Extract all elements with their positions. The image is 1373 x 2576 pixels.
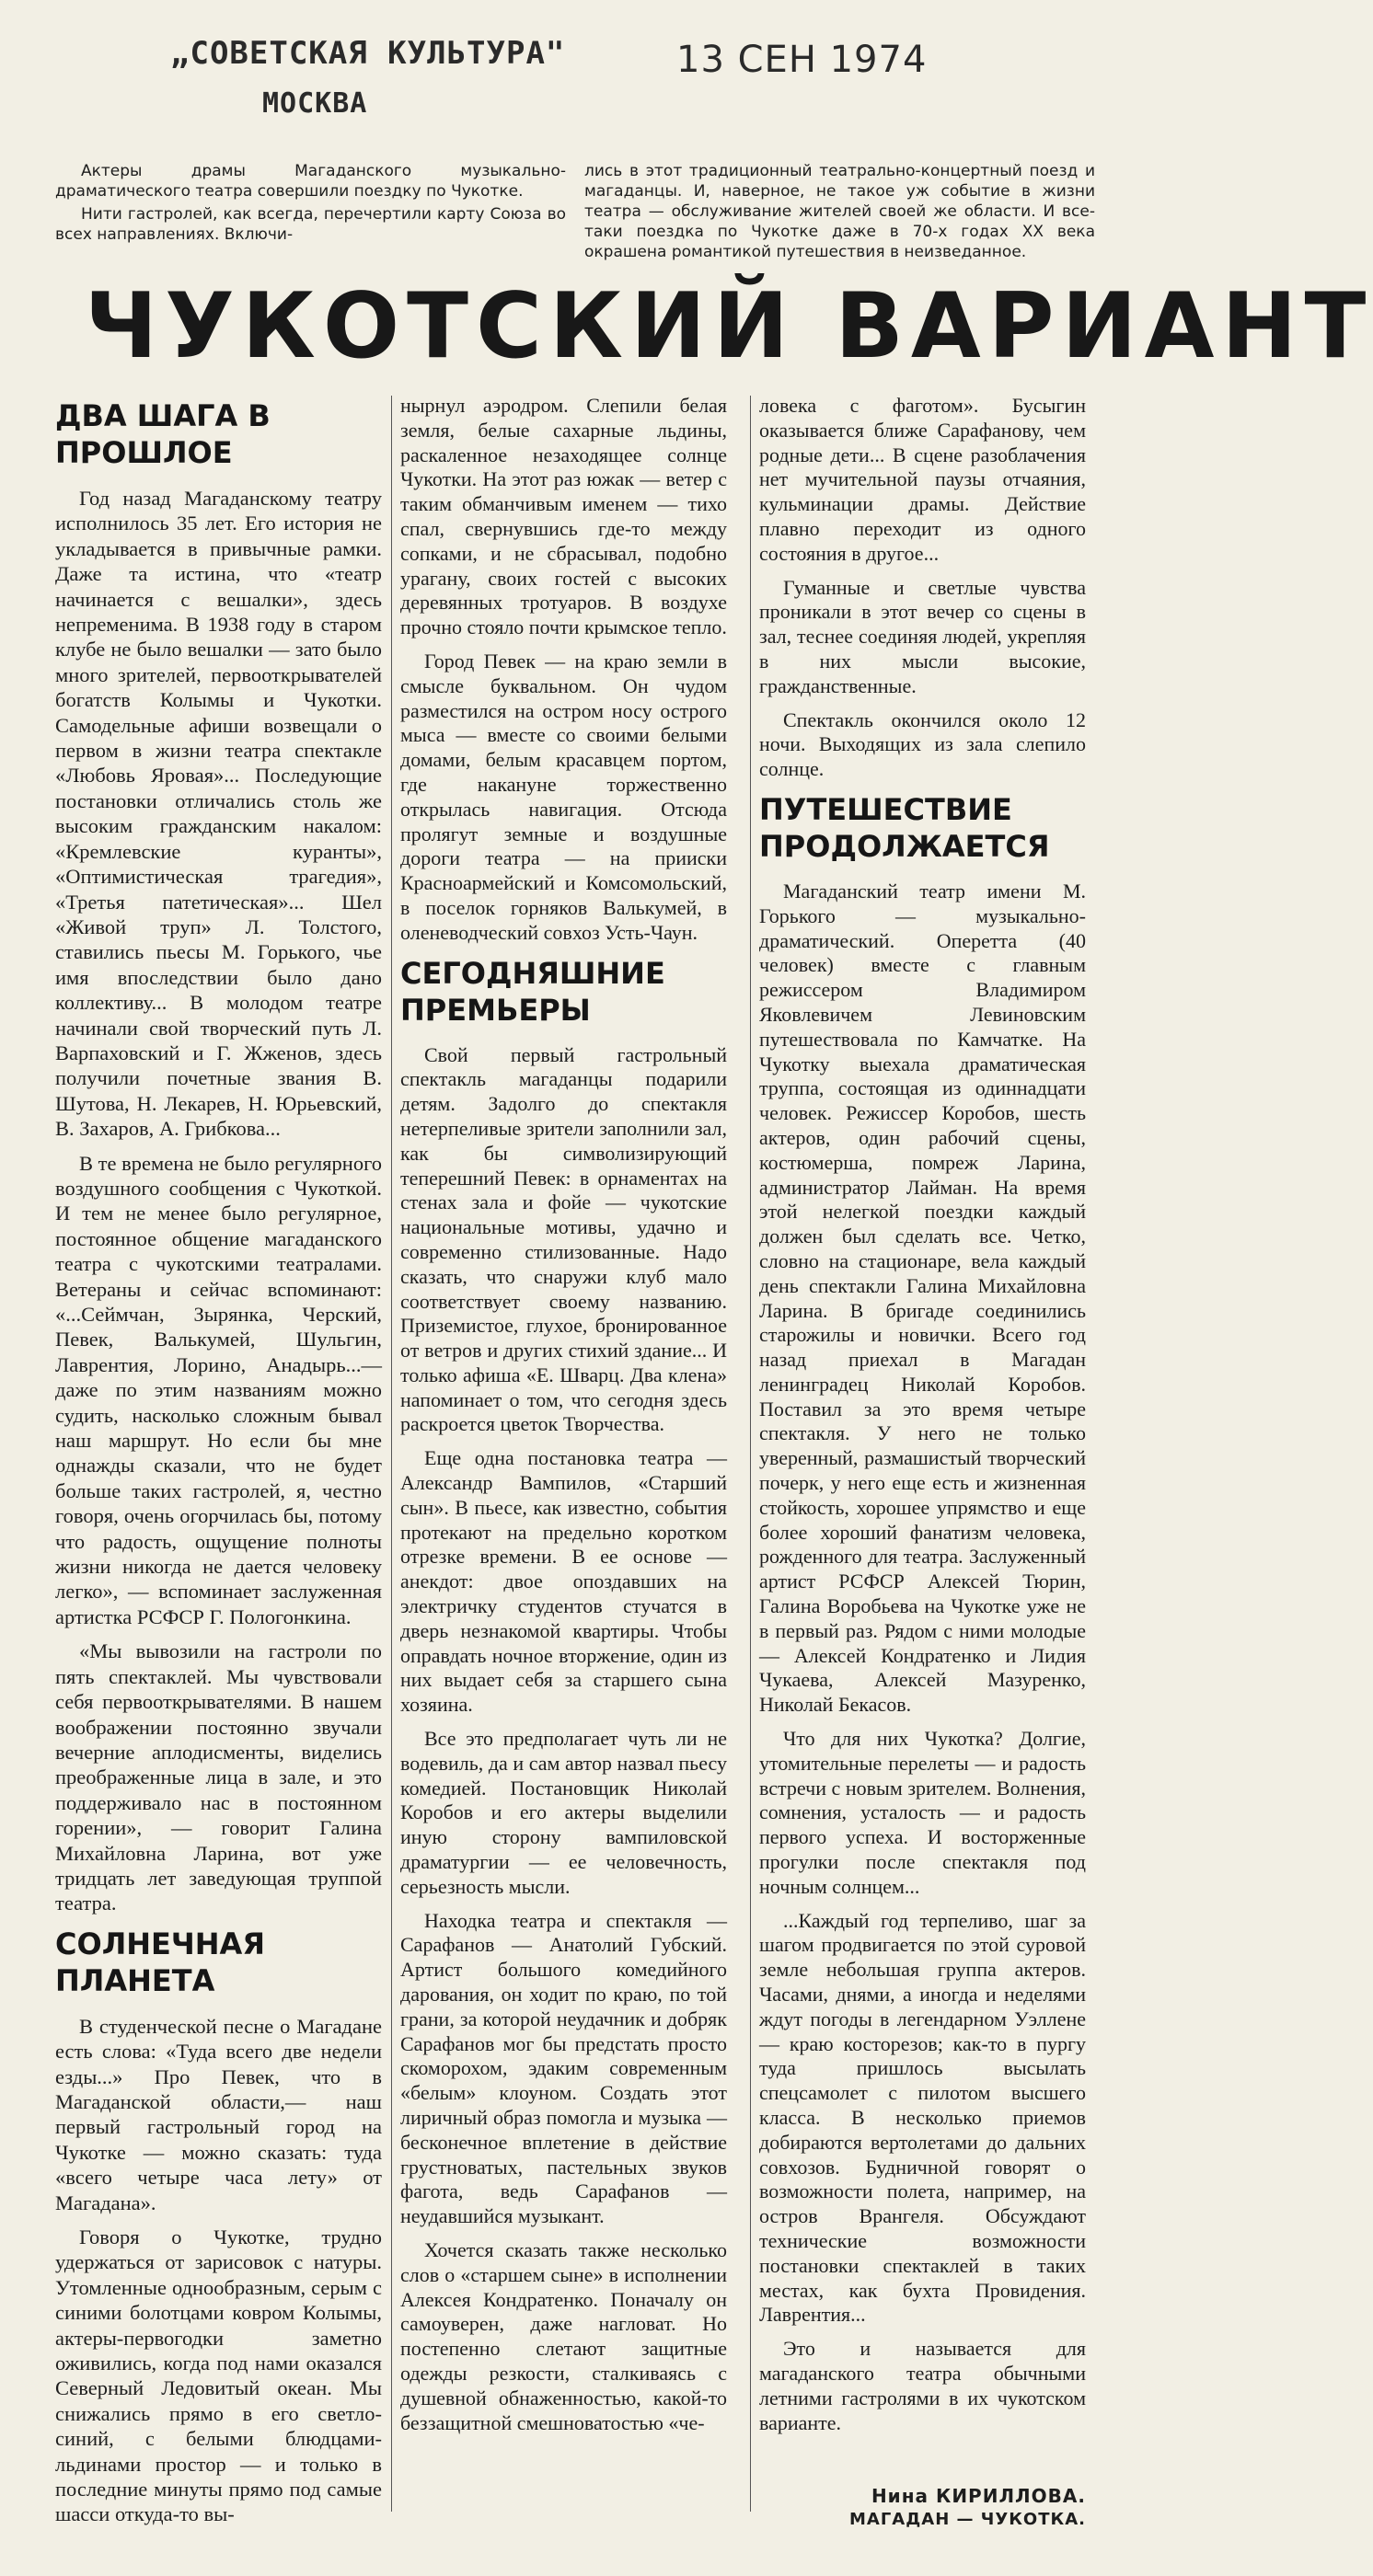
paragraph: «Мы вывозили на гастроли по пять спектаклей. Мы чувствовали себя первооткрывателями. В нашем воображении постоянно звучали вечерние аплодисменты, виделись преображенные лица в зале, и это поддерживало нас в постоянном горении», — говорит Галина Михайловна Ларина, вот уже тридцать лет заведующая труппой театра.	[55, 1639, 382, 1915]
newspaper-name-stamp: „СОВЕТСКАЯ КУЛЬТУРА"	[170, 35, 566, 72]
lead-left	[55, 161, 566, 247]
paragraph: ловека с фаготом». Бусыгин оказывается ближе Сарафанову, чем родные дети... В сцене разоблачения нет мучительной паузы отчаяния, кульминации драмы. Действие плавно переходит из одного состояния в другое...	[759, 394, 1086, 565]
paragraph: ...Каждый год терпеливо, шаг за шагом продвигается по этой суровой земле небольшая группа актеров. Часами, днями, а иногда и неделями ждут погоды в легендарном Уэллене — краю косторезов; как-то в пургу туда пришлось высылать спецсамолет с пилотом высшего класса. В несколько приемов добираются вертолетами до дальних совхозов. Будничной говорят о возможности полета, например, на остров Врангеля. Обсуждают технические возможности постановки спектаклей в таких местах, как бухта Провидения. Лаврентия...	[759, 1908, 1086, 2327]
paragraph: Говоря о Чукотке, трудно удержаться от зарисовок с натуры. Утомленные однообразным, серым с синими болотцами ковром Колымы, актеры-первогодки заметно оживились, когда под нами оказался Северный Ледовитый океан. Мы снижались прямо в его светло-синий, с белыми блюдцами-льдинами простор — и только в последние минуты прямо под самые шасси откуда-то вы-	[55, 2225, 382, 2526]
paragraph: Гуманные и светлые чувства проникали в этот вечер со сцены в зал, теснее соединяя людей, укрепляя в них мысли высокие, гражданственные.	[759, 575, 1086, 697]
lead-paragraph: Актеры драмы Магаданского музыкально-драматического театра совершили поездку по Чукотке.	[55, 162, 566, 201]
article-headline: ЧУКОТСКИЙ ВАРИАНТ	[85, 274, 1373, 379]
paragraph: Все это предполагает чуть ли не водевиль, да и сам автор назвал пьесу комедией. Постановщик Николай Коробов и его актеры выделили иную сторону вампиловской драматургии — ее человечность, серьезность мысли.	[400, 1727, 727, 1898]
column-2	[400, 394, 727, 2444]
column-divider	[391, 396, 392, 2512]
byline-location: МАГАДАН — ЧУКОТКА.	[848, 2510, 1086, 2529]
lead-paragraph: лись в этот традиционный театрально-концертный поезд и магаданцы. И, наверное, не такое уж событие в жизни театра — обслуживание жителей своей же области. И все-таки поездка по Чукотке даже в 70-х годах XX века окрашена романтикой путешествия в неизведанное.	[584, 162, 1095, 261]
paragraph: Спектакль окончился около 12 ночи. Выходящих из зала слепило солнце.	[759, 707, 1086, 781]
lead-paragraph: Нити гастролей, как всегда, перечертили карту Союза во всех направлениях. Включи-	[55, 205, 566, 244]
section-heading: ДВА ШАГА В ПРОШЛОЕ	[55, 398, 271, 470]
city-stamp: МОСКВА	[262, 87, 368, 120]
section-heading: СЕГОДНЯШНИЕ ПРЕМЬЕРЫ	[400, 955, 665, 1028]
column-3	[759, 394, 1086, 2444]
paragraph: нырнул аэродром. Слепили белая земля, белые сахарные льдины, раскаленное незаходящее солнце Чукотки. На этот раз южак — ветер с таким обманчивым именем — тихо спал, свернувшись где-то между сопками, и не сбрасывал, подобно урагану, своих гостей с высоких деревянных тротуаров. В воздухе прочно стояло почти крымское тепло.	[400, 394, 727, 639]
paragraph: Магаданский театр имени М. Горького — музыкально-драматический. Оперетта (40 человек) вместе с главным режиссером Владимиром Яковлевичем Левиновским путешествовала по Камчатке. На Чукотку выехала драматическая труппа, состоящая из одиннадцати человек. Режиссер Коробов, шесть актеров, один рабочий сцены, костюмерша, помреж Ларина, администратор Лайман. На время этой нелегкой поездки каждый должен был сделать все. Четко, словно на стационаре, вела каждый день спектакли Галина Михайловна Ларина. В бригаде соединились старожилы и новички. Всего год назад приехал в Магадан ленинградец Николай Коробов. Поставил за это время четыре спектакля. У него не только уверенный, размашистый творческий почерк, у него еще есть и жизненная стойкость, хорошее упрямство и еще более хороший фанатизм человека, рожденного для театра. Заслуженный артист РСФСР Алексей Тюрин, Галина Воробьева на Чукотке уже не в первый раз. Рядом с ними молодые — Алексей Кондратенко и Лидия Чукаева, Алексей Мазуренко, Николай Бекасов.	[759, 879, 1086, 1717]
paragraph: Город Певек — на краю земли в смысле буквальном. Он чудом разместился на остром носу острого мыса — вместе со своими белыми домами, белым красавцем портом, где накануне торжественно открылась навигация. Отсюда пролягут земные и воздушные дороги театра — на прииски Красноармейский и Комсомольский, в поселок горняков Валькумей, в оленеводческий совхоз Усть-Чаун.	[400, 649, 727, 944]
section-heading: СОЛНЕЧНАЯ ПЛАНЕТА	[55, 1926, 265, 1998]
lead-right	[584, 161, 1095, 265]
paragraph: Свой первый гастрольный спектакль магаданцы подарили детям. Задолго до спектакля нетерпеливые зрители заполнили зал, как бы символизирующий теперешний Певек: в орнаментах на стенах зала и фойе — чукотские национальные мотивы, удачно и современно стилизованные. Надо сказать, что снаружи клуб мало соответствует своему названию. Приземистое, глухое, бронированное от ветров и других стихий здание... И только афиша «Е. Шварц. Два клена» напоминает о том, что сегодня здесь раскроется цветок Творчества.	[400, 1042, 727, 1436]
paragraph: Это и называется для магаданского театра обычными летними гастролями в их чукотском варианте.	[759, 2337, 1086, 2434]
paragraph: В студенческой песне о Магадане есть слова: «Туда всего две недели езды...» Про Певек, что в Магаданской области,— наш первый гастрольный город на Чукотке — можно сказать: туда «всего четыре часа лету» от Магадана».	[55, 2014, 382, 2214]
signature-block	[759, 2484, 1086, 2532]
paragraph: Еще одна постановка театра — Александр Вампилов, «Старший сын». В пьесе, как известно, события протекают на предельно коротком отрезке времени. В ее основе — анекдот: двое опоздавших на электричку студентов стучатся в дверь незнакомой квартиры. Чтобы оправдать ночное вторжение, один из них выдает себя за старшего сына хозяина.	[400, 1446, 727, 1717]
paragraph: Год назад Магаданскому театру исполнилось 35 лет. Его история не укладывается в привычные рамки. Даже та истина, что «театр начинается с вешалки», здесь непременима. В 1938 году в старом клубе не было вешалки — зато было много зрителей, первооткрывателей богатств Колымы и Чукотки. Самодельные афиши возвещали о первом в жизни театра спектакле «Любовь Яровая»... Последующие постановки отличались столь же высоким гражданским накалом: «Кремлевские куранты», «Оптимистическая трагедия», «Третья патетическая»... Шел «Живой труп» Л. Толстого, ставились пьесы М. Горького, чье имя впоследствии было дано коллективу... В молодом театре начинали свой творческий путь Л. Варпаховский и Г. Жженов, здесь получили почетные звания В. Шутова, Н. Лекарев, Н. Юрьевский, В. Захаров, А. Грибкова...	[55, 487, 382, 1141]
column-divider	[750, 396, 751, 2512]
paragraph: Хочется сказать также несколько слов о «старшем сыне» в исполнении Алексея Кондратенко. Поначалу он самоуверен, даже нагловат. Но постепенно слетают защитные одежды резкости, сталкиваясь с душевной обнаженностью, какой-то беззащитной смешноватостью «че-	[400, 2237, 727, 2434]
column-1	[55, 394, 382, 2536]
paragraph: В те времена не было регулярного воздушного сообщения с Чукоткой. И тем не менее было регулярное, постоянное общение магаданского театра с чукотскими театралами. Ветераны и сейчас вспоминают: «...Сеймчан, Зырянка, Черский, Певек, Валькумей, Шульгин, Лаврентия, Лорино, Анадырь...— даже по этим названиям можно судить, насколько сложным бывал наш маршрут. Но если бы мне однажды сказали, что не будет больше таких гастролей, я, честно говоря, очень огорчилась бы, потому что радость, ощущение полноты жизни никогда не дается человеку легко», — вспоминает заслуженная артистка РСФСР Г. Пологонкина.	[55, 1151, 382, 1628]
author-name: Нина КИРИЛЛОВА.	[871, 2485, 1086, 2507]
section-heading: ПУТЕШЕСТВИЕ ПРОДОЛЖАЕТСЯ	[759, 791, 1050, 864]
paragraph: Что для них Чукотка? Долгие, утомительные перелеты — и радость встречи с новым зрителем. Волнения, сомнения, усталость — и радость первого успеха. И восторженные прогулки после спектакля под ночным солнцем...	[759, 1727, 1086, 1898]
date-stamp: 13 СЕН 1974	[676, 39, 928, 81]
paragraph: Находка театра и спектакля — Сарафанов — Анатолий Губский. Артист большого комедийного дарования, он ходит по краю, по той грани, за которой неудачник и добряк Сарафанов мог бы предстать просто скоморохом, эдаким современным «белым» клоуном. Создать этот лиричный образ помогла и музыка — бесконечное вплетение в действие грустноватых, пастельных звуков фагота, ведь Сарафанов — неудавшийся музыкант.	[400, 1908, 727, 2228]
